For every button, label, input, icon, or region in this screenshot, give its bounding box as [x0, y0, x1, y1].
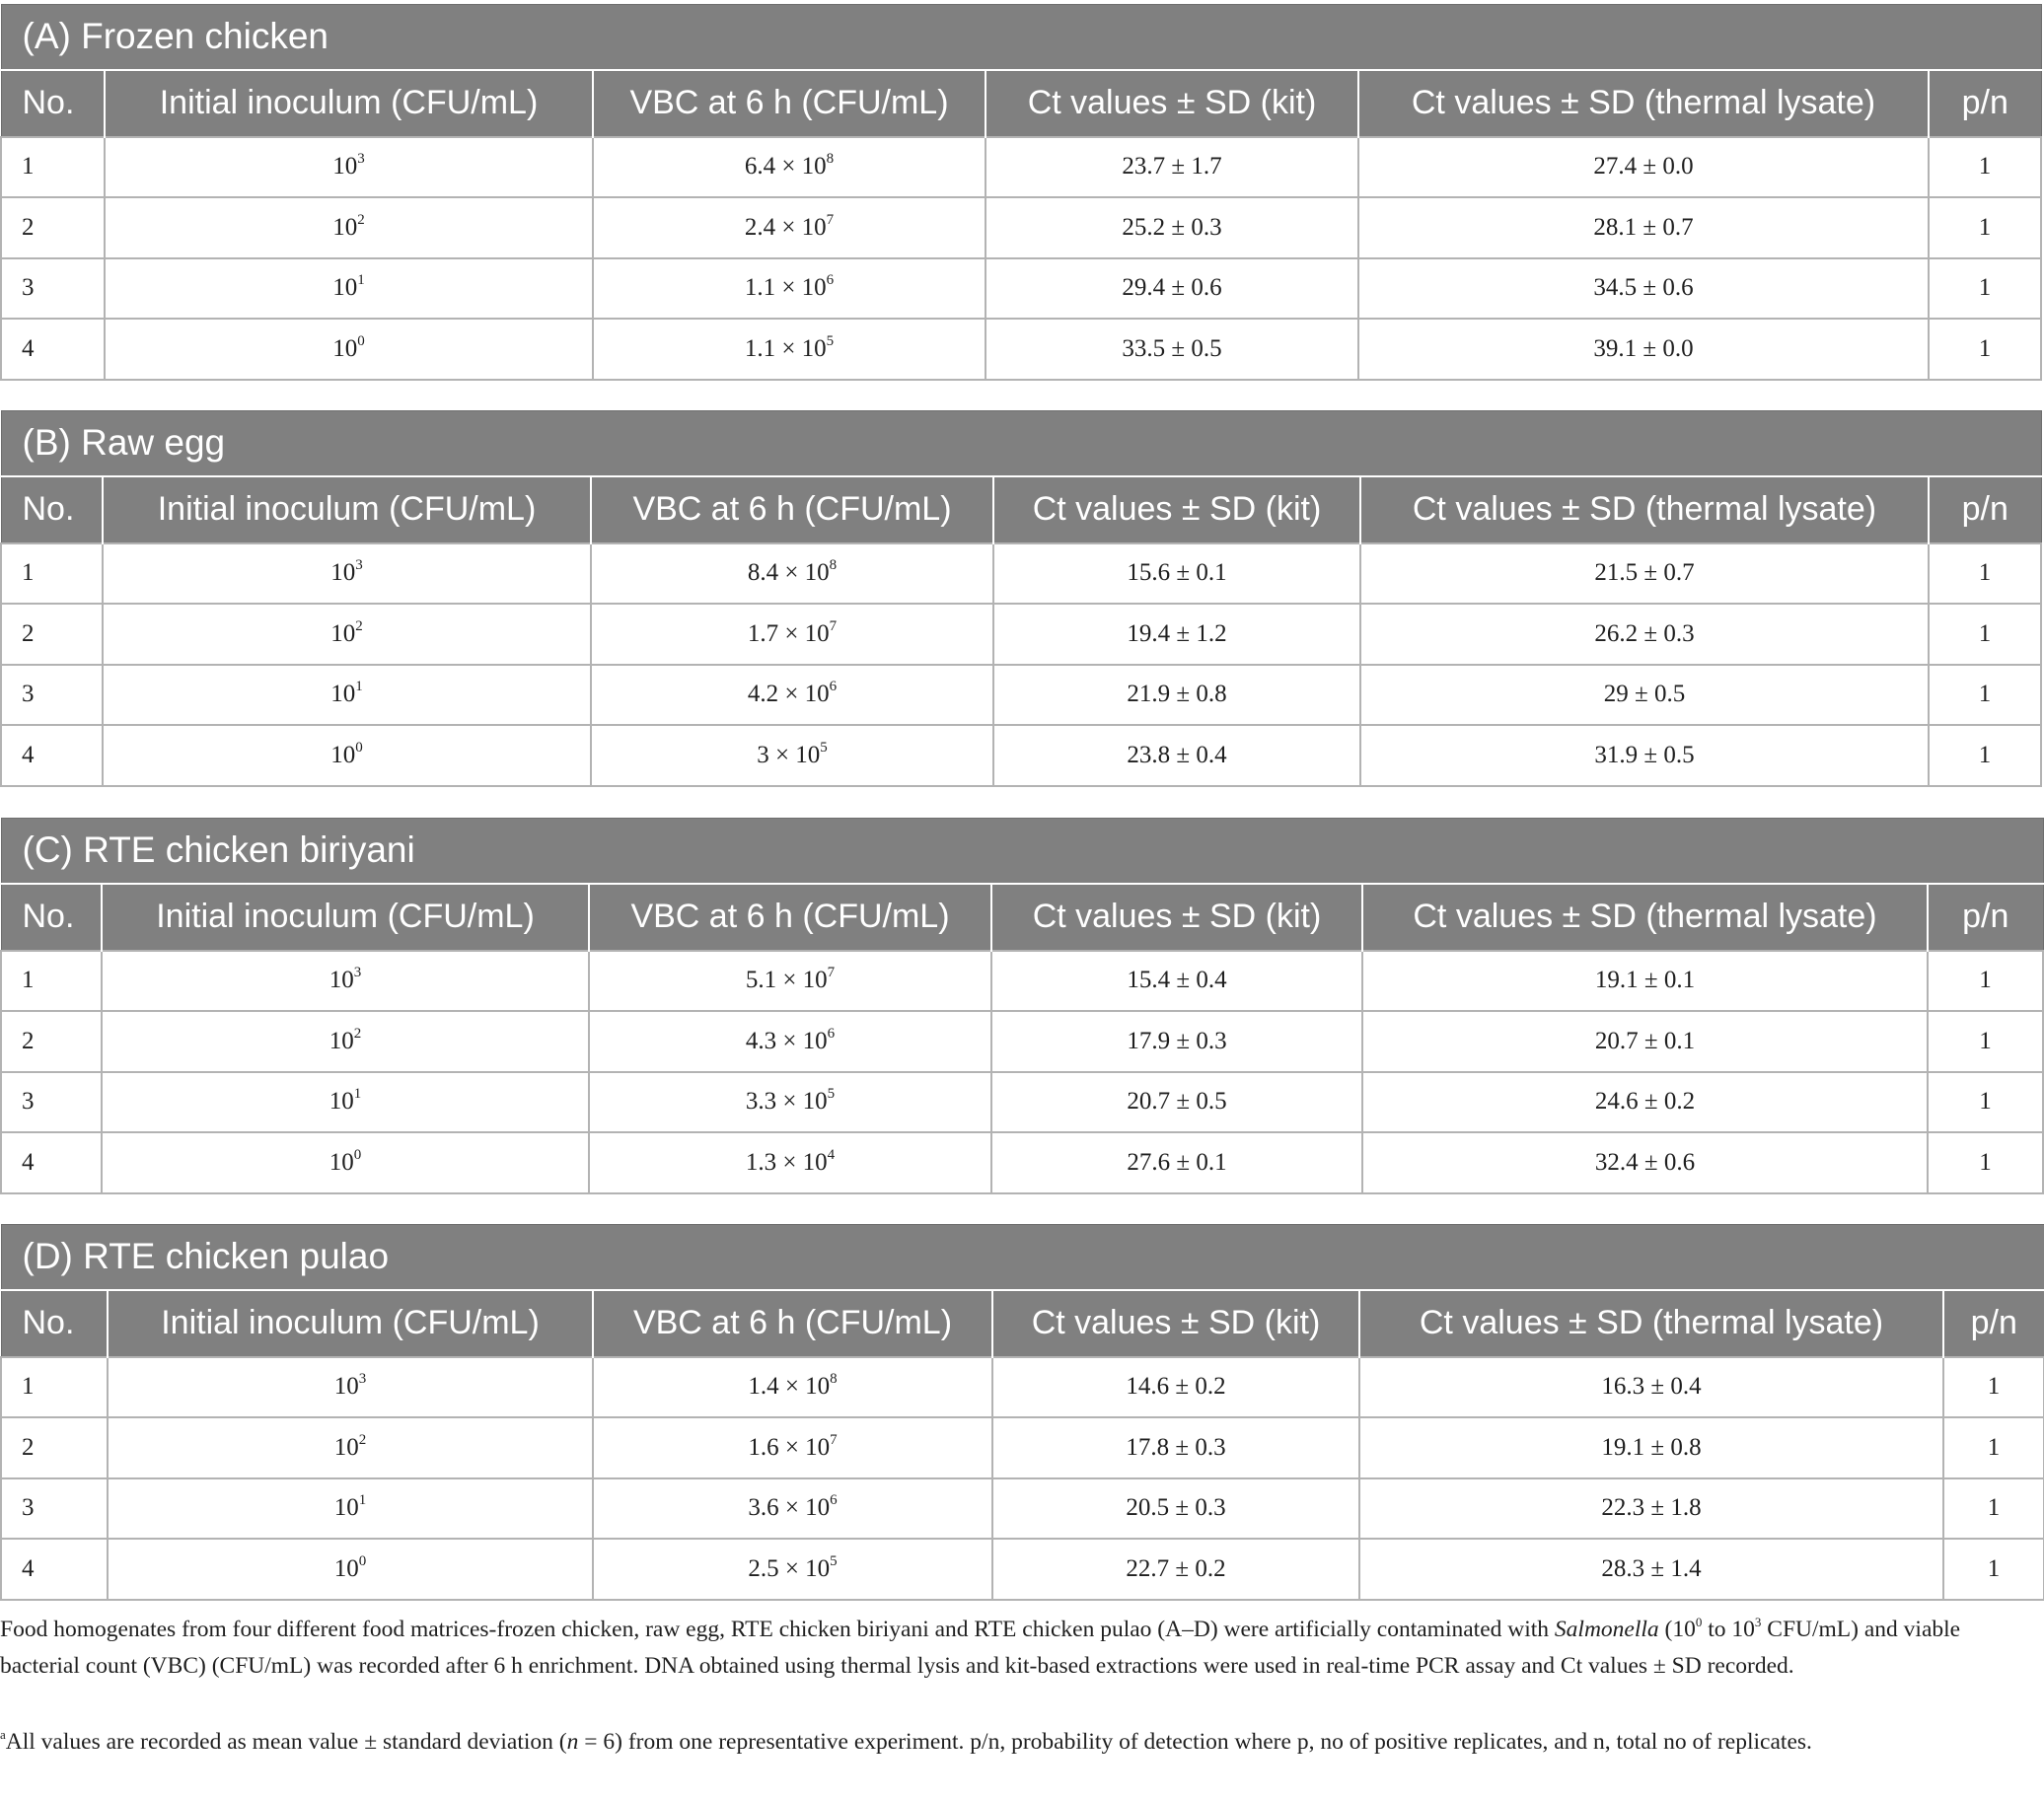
cell-vbc: $1.3 \times 10^4$ [589, 1132, 991, 1193]
cell-inoculum: $10^1$ [103, 665, 591, 726]
cell-vbc: $1.7 \times 10^7$ [591, 604, 993, 665]
cell-ct-kit: 22.7 ± 0.2 [992, 1539, 1359, 1600]
cell-inoculum: $10^2$ [103, 604, 591, 665]
cell-ct-kit: 29.4 ± 0.6 [986, 258, 1358, 320]
panel-rte-chicken-biriyani [0, 818, 2042, 1194]
cell-pn: 1 [1929, 604, 2041, 665]
cell-inoculum: $10^0$ [103, 725, 591, 786]
cell-inoculum: $10^0$ [102, 1132, 589, 1193]
cell-inoculum: $10^0$ [108, 1539, 593, 1600]
column-header-no: No. [1, 884, 102, 951]
cell-vbc: $5.1 \times 10^7$ [589, 951, 991, 1012]
cell-pn: 1 [1929, 137, 2041, 198]
column-header-vbc: VBC at 6 h (CFU/mL) [593, 1290, 992, 1357]
cell-pn: 1 [1929, 319, 2041, 380]
column-header-no: No. [1, 70, 105, 137]
cell-ct-thermal: 19.1 ± 0.8 [1359, 1417, 1943, 1478]
cell-ct-thermal: 28.3 ± 1.4 [1359, 1539, 1943, 1600]
cell-ct-kit: 21.9 ± 0.8 [993, 665, 1360, 726]
cell-ct-kit: 23.8 ± 0.4 [993, 725, 1360, 786]
column-header-pn: p/n [1943, 1290, 2044, 1357]
column-header-ct-thermal: Ct values ± SD (thermal lysate) [1362, 884, 1928, 951]
column-header-ct-thermal: Ct values ± SD (thermal lysate) [1359, 1290, 1943, 1357]
cell-no: 2 [1, 197, 105, 258]
table-row [1, 604, 2041, 665]
table-row [1, 725, 2041, 786]
cell-no: 3 [1, 258, 105, 320]
cell-no: 4 [1, 1132, 102, 1193]
table-row [1, 665, 2041, 726]
cell-vbc: $2.5 \times 10^5$ [593, 1539, 992, 1600]
column-header-row [1, 70, 2041, 137]
table-row [1, 1072, 2043, 1133]
column-header-ct-kit: Ct values ± SD (kit) [993, 476, 1360, 543]
cell-pn: 1 [1929, 197, 2041, 258]
cell-no: 1 [1, 137, 105, 198]
cell-ct-thermal: 29 ± 0.5 [1360, 665, 1929, 726]
cell-ct-kit: 14.6 ± 0.2 [992, 1357, 1359, 1418]
panel-title: (B) Raw egg [1, 411, 2041, 476]
cell-no: 1 [1, 543, 103, 605]
table-row [1, 1132, 2043, 1193]
cell-inoculum: $10^3$ [108, 1357, 593, 1418]
cell-inoculum: $10^0$ [105, 319, 593, 380]
cell-vbc: $2.4 \times 10^7$ [593, 197, 986, 258]
cell-vbc: $6.4 \times 10^8$ [593, 137, 986, 198]
column-header-no: No. [1, 1290, 108, 1357]
cell-vbc: $3.6 \times 10^6$ [593, 1478, 992, 1540]
cell-vbc: $4.3 \times 10^6$ [589, 1011, 991, 1072]
cell-ct-thermal: 39.1 ± 0.0 [1358, 319, 1929, 380]
table-row [1, 1478, 2044, 1540]
column-header-inoculum: Initial inoculum (CFU/mL) [105, 70, 593, 137]
table-row [1, 1539, 2044, 1600]
cell-pn: 1 [1929, 258, 2041, 320]
cell-no: 4 [1, 319, 105, 380]
panel-raw-egg [0, 410, 2040, 787]
column-header-ct-kit: Ct values ± SD (kit) [991, 884, 1362, 951]
footnote-marker: a [0, 1727, 6, 1742]
column-header-inoculum: Initial inoculum (CFU/mL) [108, 1290, 593, 1357]
cell-no: 1 [1, 1357, 108, 1418]
cell-no: 2 [1, 604, 103, 665]
cell-pn: 1 [1929, 543, 2041, 605]
panel-table [0, 818, 2044, 1194]
table-row [1, 137, 2041, 198]
cell-ct-kit: 19.4 ± 1.2 [993, 604, 1360, 665]
cell-ct-kit: 27.6 ± 0.1 [991, 1132, 1362, 1193]
cell-vbc: $1.6 \times 10^7$ [593, 1417, 992, 1478]
table-row [1, 1357, 2044, 1418]
column-header-pn: p/n [1928, 884, 2043, 951]
cell-no: 4 [1, 1539, 108, 1600]
cell-inoculum: $10^3$ [103, 543, 591, 605]
cell-inoculum: $10^1$ [108, 1478, 593, 1540]
table-row [1, 258, 2041, 320]
cell-ct-kit: 15.4 ± 0.4 [991, 951, 1362, 1012]
panel-table [0, 410, 2042, 787]
cell-inoculum: $10^1$ [105, 258, 593, 320]
cell-vbc: $1.1 \times 10^6$ [593, 258, 986, 320]
cell-vbc: $8.4 \times 10^8$ [591, 543, 993, 605]
column-header-vbc: VBC at 6 h (CFU/mL) [593, 70, 986, 137]
cell-pn: 1 [1943, 1539, 2044, 1600]
table-caption: Food homogenates from four different food matrices-frozen chicken, raw egg, RTE chicken biriyani and RTE chicken pulao (A–D) were artificially contaminated with Salmonella ($10^0$ to $10^3$ CFU/mL) and viable bacterial count (VBC) (CFU/mL) was recorded after 6 h enrichment. DNA obtained using thermal lysis and kit-based extractions were used in real-time PCR assay and Ct values ± SD recorded. [0, 1615, 1961, 1679]
cell-pn: 1 [1943, 1417, 2044, 1478]
cell-ct-kit: 20.7 ± 0.5 [991, 1072, 1362, 1133]
cell-no: 1 [1, 951, 102, 1012]
table-footnote: $^a$All values are recorded as mean value ± standard deviation (n = 6) from one representative experiment. p/n, probability of detection where p, no of positive replicates, and n, total no of replicates. [0, 1727, 1812, 1755]
column-header-ct-thermal: Ct values ± SD (thermal lysate) [1358, 70, 1929, 137]
column-header-ct-kit: Ct values ± SD (kit) [992, 1290, 1359, 1357]
table-row [1, 951, 2043, 1012]
cell-ct-thermal: 28.1 ± 0.7 [1358, 197, 1929, 258]
panel-title: (D) RTE chicken pulao [1, 1225, 2044, 1290]
cell-ct-kit: 20.5 ± 0.3 [992, 1478, 1359, 1540]
cell-vbc: $1.4 \times 10^8$ [593, 1357, 992, 1418]
column-header-pn: p/n [1929, 70, 2041, 137]
panel-rte-chicken-pulao [0, 1224, 2043, 1601]
cell-ct-kit: 33.5 ± 0.5 [986, 319, 1358, 380]
cell-ct-kit: 15.6 ± 0.1 [993, 543, 1360, 605]
column-header-pn: p/n [1929, 476, 2041, 543]
cell-ct-thermal: 16.3 ± 0.4 [1359, 1357, 1943, 1418]
table-row [1, 1417, 2044, 1478]
column-header-inoculum: Initial inoculum (CFU/mL) [102, 884, 589, 951]
table-row [1, 319, 2041, 380]
cell-inoculum: $10^1$ [102, 1072, 589, 1133]
column-header-vbc: VBC at 6 h (CFU/mL) [589, 884, 991, 951]
cell-vbc: $4.2 \times 10^6$ [591, 665, 993, 726]
panel-frozen-chicken [0, 4, 2040, 381]
cell-ct-thermal: 27.4 ± 0.0 [1358, 137, 1929, 198]
cell-pn: 1 [1929, 665, 2041, 726]
cell-vbc: $3.3 \times 10^5$ [589, 1072, 991, 1133]
cell-ct-thermal: 31.9 ± 0.5 [1360, 725, 1929, 786]
cell-pn: 1 [1928, 1072, 2043, 1133]
cell-pn: 1 [1943, 1357, 2044, 1418]
column-header-row [1, 884, 2043, 951]
panel-title: (A) Frozen chicken [1, 5, 2041, 70]
cell-pn: 1 [1943, 1478, 2044, 1540]
panel-table [0, 4, 2042, 381]
cell-ct-thermal: 26.2 ± 0.3 [1360, 604, 1929, 665]
cell-no: 3 [1, 1072, 102, 1133]
cell-inoculum: $10^2$ [105, 197, 593, 258]
cell-vbc: $3 \times 10^5$ [591, 725, 993, 786]
table-row [1, 197, 2041, 258]
cell-vbc: $1.1 \times 10^5$ [593, 319, 986, 380]
cell-inoculum: $10^3$ [102, 951, 589, 1012]
cell-ct-kit: 25.2 ± 0.3 [986, 197, 1358, 258]
table-row [1, 1011, 2043, 1072]
column-header-row [1, 1290, 2044, 1357]
cell-ct-kit: 17.9 ± 0.3 [991, 1011, 1362, 1072]
cell-pn: 1 [1929, 725, 2041, 786]
column-header-row [1, 476, 2041, 543]
column-header-vbc: VBC at 6 h (CFU/mL) [591, 476, 993, 543]
cell-inoculum: $10^3$ [105, 137, 593, 198]
column-header-no: No. [1, 476, 103, 543]
cell-inoculum: $10^2$ [102, 1011, 589, 1072]
cell-ct-thermal: 34.5 ± 0.6 [1358, 258, 1929, 320]
cell-no: 3 [1, 665, 103, 726]
panel-table [0, 1224, 2044, 1601]
cell-no: 2 [1, 1011, 102, 1072]
cell-ct-thermal: 21.5 ± 0.7 [1360, 543, 1929, 605]
cell-pn: 1 [1928, 951, 2043, 1012]
table-row [1, 543, 2041, 605]
cell-ct-thermal: 20.7 ± 0.1 [1362, 1011, 1928, 1072]
column-header-ct-thermal: Ct values ± SD (thermal lysate) [1360, 476, 1929, 543]
column-header-ct-kit: Ct values ± SD (kit) [986, 70, 1358, 137]
cell-ct-thermal: 32.4 ± 0.6 [1362, 1132, 1928, 1193]
cell-no: 4 [1, 725, 103, 786]
cell-ct-thermal: 19.1 ± 0.1 [1362, 951, 1928, 1012]
cell-ct-kit: 23.7 ± 1.7 [986, 137, 1358, 198]
cell-pn: 1 [1928, 1132, 2043, 1193]
cell-inoculum: $10^2$ [108, 1417, 593, 1478]
cell-no: 3 [1, 1478, 108, 1540]
cell-ct-thermal: 24.6 ± 0.2 [1362, 1072, 1928, 1133]
column-header-inoculum: Initial inoculum (CFU/mL) [103, 476, 591, 543]
cell-no: 2 [1, 1417, 108, 1478]
cell-ct-thermal: 22.3 ± 1.8 [1359, 1478, 1943, 1540]
cell-ct-kit: 17.8 ± 0.3 [992, 1417, 1359, 1478]
cell-pn: 1 [1928, 1011, 2043, 1072]
panel-title: (C) RTE chicken biriyani [1, 819, 2043, 884]
